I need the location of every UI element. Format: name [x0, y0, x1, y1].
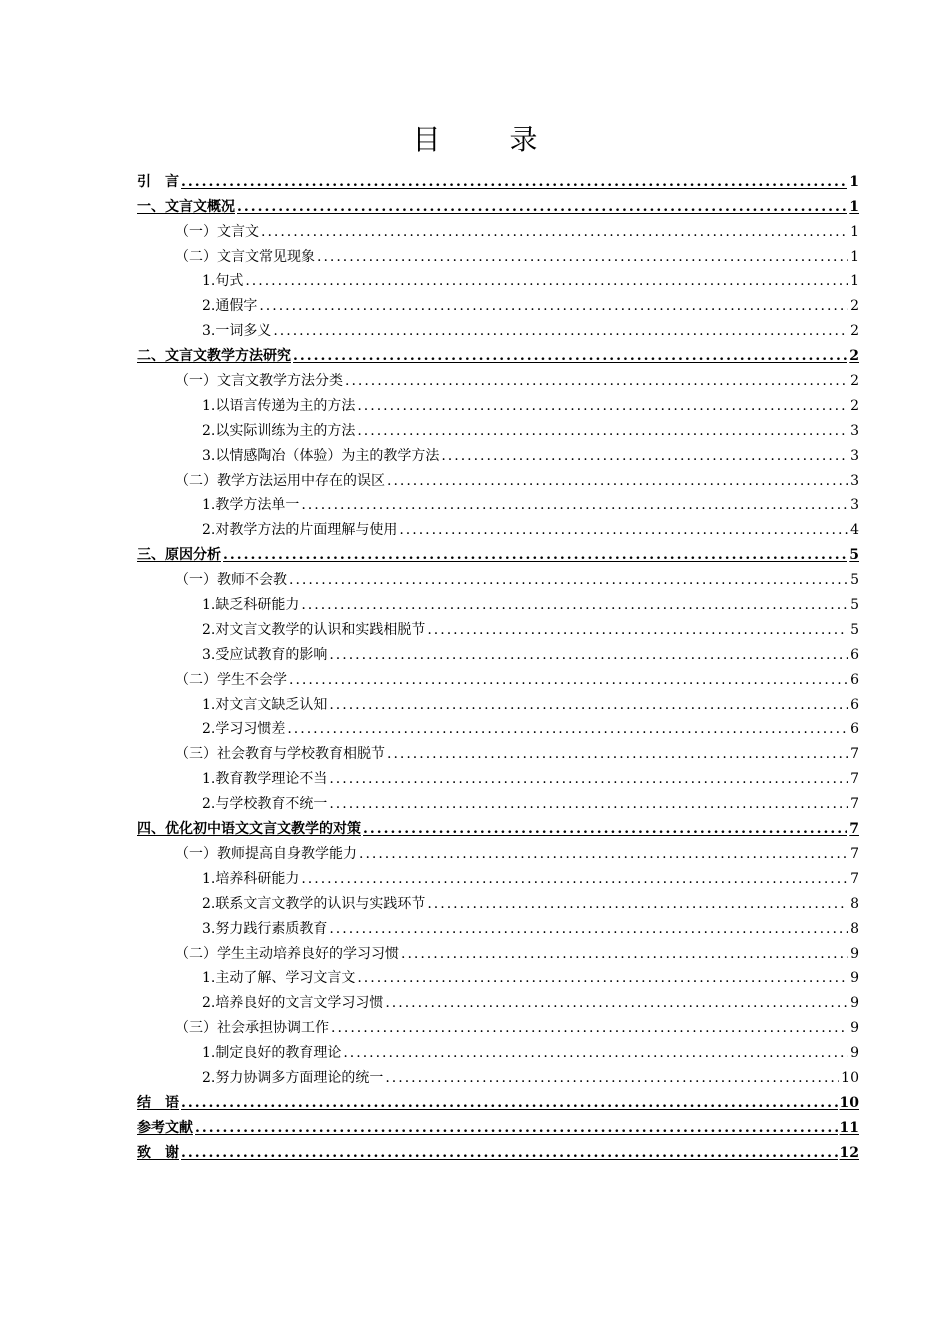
toc-entry[interactable] [137, 290, 859, 315]
toc-entry-page-number: 1 [849, 198, 859, 215]
toc-leader-dots [387, 745, 848, 763]
toc-leader-dots [181, 1144, 838, 1162]
toc-entry[interactable] [137, 1112, 859, 1137]
toc-entry-label: 参考文献 [137, 1119, 193, 1136]
toc-entry-label: （一）教师提高自身教学能力 [175, 845, 357, 862]
toc-leader-dots [301, 496, 848, 514]
toc-entry[interactable] [137, 1037, 859, 1062]
toc-entry-page-number: 3 [850, 472, 859, 489]
toc-entry-page-number: 7 [850, 870, 859, 887]
toc-entry-page-number: 7 [850, 845, 859, 862]
toc-entry-label: 致 谢 [137, 1144, 179, 1161]
toc-entry[interactable] [137, 689, 859, 714]
toc-entry[interactable] [137, 664, 859, 689]
toc-leader-dots [317, 248, 848, 266]
toc-entry[interactable] [137, 714, 859, 739]
table-of-contents [137, 166, 859, 1162]
toc-leader-dots [357, 969, 848, 987]
toc-entry[interactable] [137, 241, 859, 266]
toc-entry[interactable] [137, 216, 859, 241]
toc-entry-page-number: 5 [850, 572, 859, 589]
toc-entry-page-number: 1 [850, 273, 859, 290]
toc-leader-dots [401, 945, 848, 963]
toc-entry-label: 1.主动了解、学习文言文 [202, 970, 356, 987]
toc-entry-page-number: 2 [850, 298, 859, 315]
toc-leader-dots [181, 173, 847, 191]
toc-leader-dots [357, 397, 848, 415]
toc-entry-label: 三、原因分析 [137, 547, 221, 564]
toc-leader-dots [223, 546, 847, 564]
toc-leader-dots [385, 994, 848, 1012]
toc-leader-dots [331, 1019, 848, 1037]
toc-entry-label: 四、优化初中语文文言文教学的对策 [137, 821, 361, 838]
toc-leader-dots [181, 1094, 838, 1112]
toc-entry-page-number: 9 [850, 995, 859, 1012]
toc-entry-page-number: 7 [850, 796, 859, 813]
toc-entry-page-number: 6 [850, 721, 859, 738]
page-title: 目 录 [412, 123, 568, 156]
toc-entry-page-number: 3 [850, 497, 859, 514]
toc-leader-dots [293, 347, 847, 365]
toc-entry[interactable] [137, 987, 859, 1012]
toc-entry[interactable] [137, 514, 859, 539]
toc-entry-page-number: 1 [850, 223, 859, 240]
toc-entry-page-number: 3 [850, 447, 859, 464]
toc-entry-page-number: 7 [850, 746, 859, 763]
toc-entry-label: 2.培养良好的文言文学习习惯 [202, 995, 384, 1012]
toc-entry[interactable] [137, 738, 859, 763]
toc-entry-page-number: 9 [850, 970, 859, 987]
toc-entry-page-number: 2 [850, 397, 859, 414]
toc-entry-label: （二）学生主动培养良好的学习习惯 [175, 945, 399, 962]
toc-leader-dots [329, 646, 848, 664]
toc-entry-label: （一）文言文 [175, 223, 259, 240]
toc-entry[interactable] [137, 539, 859, 564]
toc-leader-dots [259, 297, 848, 315]
toc-entry-page-number: 7 [850, 771, 859, 788]
toc-entry[interactable] [137, 614, 859, 639]
toc-leader-dots [343, 1044, 848, 1062]
toc-entry-label: 2.通假字 [202, 298, 258, 315]
toc-entry[interactable] [137, 490, 859, 515]
toc-entry-label: 3.受应试教育的影响 [202, 646, 328, 663]
toc-entry-page-number: 6 [850, 671, 859, 688]
toc-leader-dots [289, 571, 848, 589]
toc-leader-dots [359, 845, 848, 863]
toc-entry-label: 3.以情感陶冶（体验）为主的教学方法 [202, 447, 440, 464]
toc-leader-dots [427, 621, 848, 639]
toc-leader-dots [245, 272, 848, 290]
toc-entry-label: （二）教学方法运用中存在的误区 [175, 472, 385, 489]
toc-entry[interactable] [137, 838, 859, 863]
toc-entry-page-number: 5 [849, 547, 859, 564]
toc-leader-dots [273, 322, 848, 340]
toc-entry[interactable] [137, 564, 859, 589]
toc-entry[interactable] [137, 888, 859, 913]
toc-entry[interactable] [137, 788, 859, 813]
toc-entry[interactable] [137, 639, 859, 664]
toc-entry-label: 3.一词多义 [202, 323, 272, 340]
toc-entry-label: 1.制定良好的教育理论 [202, 1045, 342, 1062]
toc-entry-label: 2.联系文言文教学的认识与实践环节 [202, 895, 426, 912]
toc-entry-page-number: 10 [839, 1094, 859, 1111]
toc-entry[interactable] [137, 315, 859, 340]
toc-leader-dots [237, 198, 847, 216]
toc-leader-dots [301, 870, 848, 888]
toc-leader-dots [345, 372, 848, 390]
toc-entry[interactable] [137, 763, 859, 788]
toc-entry-page-number: 1 [849, 173, 859, 190]
toc-entry-page-number: 2 [849, 348, 859, 365]
toc-entry-label: 二、文言文教学方法研究 [137, 348, 291, 365]
toc-entry-label: 1.以语言传递为主的方法 [202, 397, 356, 414]
toc-leader-dots [329, 770, 848, 788]
toc-entry-label: 结 语 [137, 1094, 179, 1111]
toc-leader-dots [301, 596, 848, 614]
toc-entry[interactable] [137, 963, 859, 988]
toc-entry-label: 2.对文言文教学的认识和实践相脱节 [202, 621, 426, 638]
toc-leader-dots [329, 920, 848, 938]
toc-entry-label: （三）社会教育与学校教育相脱节 [175, 746, 385, 763]
toc-entry-page-number: 5 [850, 597, 859, 614]
toc-entry-label: 2.对教学方法的片面理解与使用 [202, 522, 398, 539]
toc-entry[interactable] [137, 191, 859, 216]
toc-leader-dots [441, 447, 848, 465]
toc-entry-label: 1.对文言文缺乏认知 [202, 696, 328, 713]
toc-entry-page-number: 1 [850, 248, 859, 265]
toc-entry[interactable] [137, 938, 859, 963]
toc-entry-page-number: 2 [850, 323, 859, 340]
toc-entry-page-number: 12 [839, 1144, 859, 1161]
toc-entry-page-number: 9 [850, 1020, 859, 1037]
toc-entry-label: （一）文言文教学方法分类 [175, 373, 343, 390]
toc-leader-dots [195, 1119, 838, 1137]
toc-leader-dots [387, 472, 848, 490]
toc-entry-label: 引 言 [137, 173, 179, 190]
toc-entry-label: 1.教学方法单一 [202, 497, 300, 514]
toc-entry-label: 1.培养科研能力 [202, 870, 300, 887]
toc-entry-page-number: 9 [850, 945, 859, 962]
toc-entry-label: 3.努力践行素质教育 [202, 920, 328, 937]
toc-leader-dots [287, 720, 848, 738]
toc-entry-label: 一、文言文概况 [137, 198, 235, 215]
toc-entry-page-number: 8 [850, 895, 859, 912]
toc-entry[interactable] [137, 440, 859, 465]
toc-leader-dots [329, 696, 848, 714]
toc-entry[interactable] [137, 863, 859, 888]
toc-entry-label: 2.学习习惯差 [202, 721, 286, 738]
toc-entry[interactable] [137, 465, 859, 490]
toc-entry-label: 1.教育教学理论不当 [202, 771, 328, 788]
toc-leader-dots [427, 895, 848, 913]
toc-entry-label: （一）教师不会教 [175, 572, 287, 589]
toc-entry-label: （二）学生不会学 [175, 671, 287, 688]
toc-entry[interactable] [137, 813, 859, 838]
toc-entry[interactable] [137, 365, 859, 390]
toc-entry-page-number: 6 [850, 696, 859, 713]
toc-entry[interactable] [137, 589, 859, 614]
toc-entry[interactable] [137, 390, 859, 415]
toc-entry-label: （三）社会承担协调工作 [175, 1020, 329, 1037]
toc-entry[interactable] [137, 1087, 859, 1112]
toc-entry-label: 1.句式 [202, 273, 244, 290]
toc-entry-label: 1.缺乏科研能力 [202, 597, 300, 614]
toc-leader-dots [385, 1069, 839, 1087]
toc-entry-page-number: 9 [850, 1045, 859, 1062]
toc-leader-dots [329, 795, 848, 813]
toc-entry[interactable] [137, 913, 859, 938]
toc-entry-page-number: 2 [850, 373, 859, 390]
toc-entry-label: （二）文言文常见现象 [175, 248, 315, 265]
toc-leader-dots [357, 422, 848, 440]
toc-entry[interactable] [137, 1062, 859, 1087]
toc-entry[interactable] [137, 415, 859, 440]
toc-entry-page-number: 4 [850, 522, 859, 539]
toc-entry-label: 2.以实际训练为主的方法 [202, 422, 356, 439]
toc-entry[interactable] [137, 1137, 859, 1162]
toc-leader-dots [363, 820, 847, 838]
toc-entry[interactable] [137, 166, 859, 191]
toc-entry-page-number: 8 [850, 920, 859, 937]
toc-entry[interactable] [137, 340, 859, 365]
toc-entry-label: 2.努力协调多方面理论的统一 [202, 1069, 384, 1086]
toc-leader-dots [399, 521, 848, 539]
toc-entry-page-number: 3 [850, 422, 859, 439]
toc-entry-page-number: 11 [839, 1119, 859, 1136]
toc-entry-page-number: 6 [850, 646, 859, 663]
toc-entry-label: 2.与学校教育不统一 [202, 796, 328, 813]
toc-entry[interactable] [137, 1012, 859, 1037]
toc-entry[interactable] [137, 266, 859, 291]
toc-leader-dots [289, 671, 848, 689]
toc-entry-page-number: 10 [841, 1069, 859, 1086]
toc-leader-dots [261, 223, 848, 241]
toc-entry-page-number: 5 [850, 621, 859, 638]
toc-entry-page-number: 7 [849, 821, 859, 838]
